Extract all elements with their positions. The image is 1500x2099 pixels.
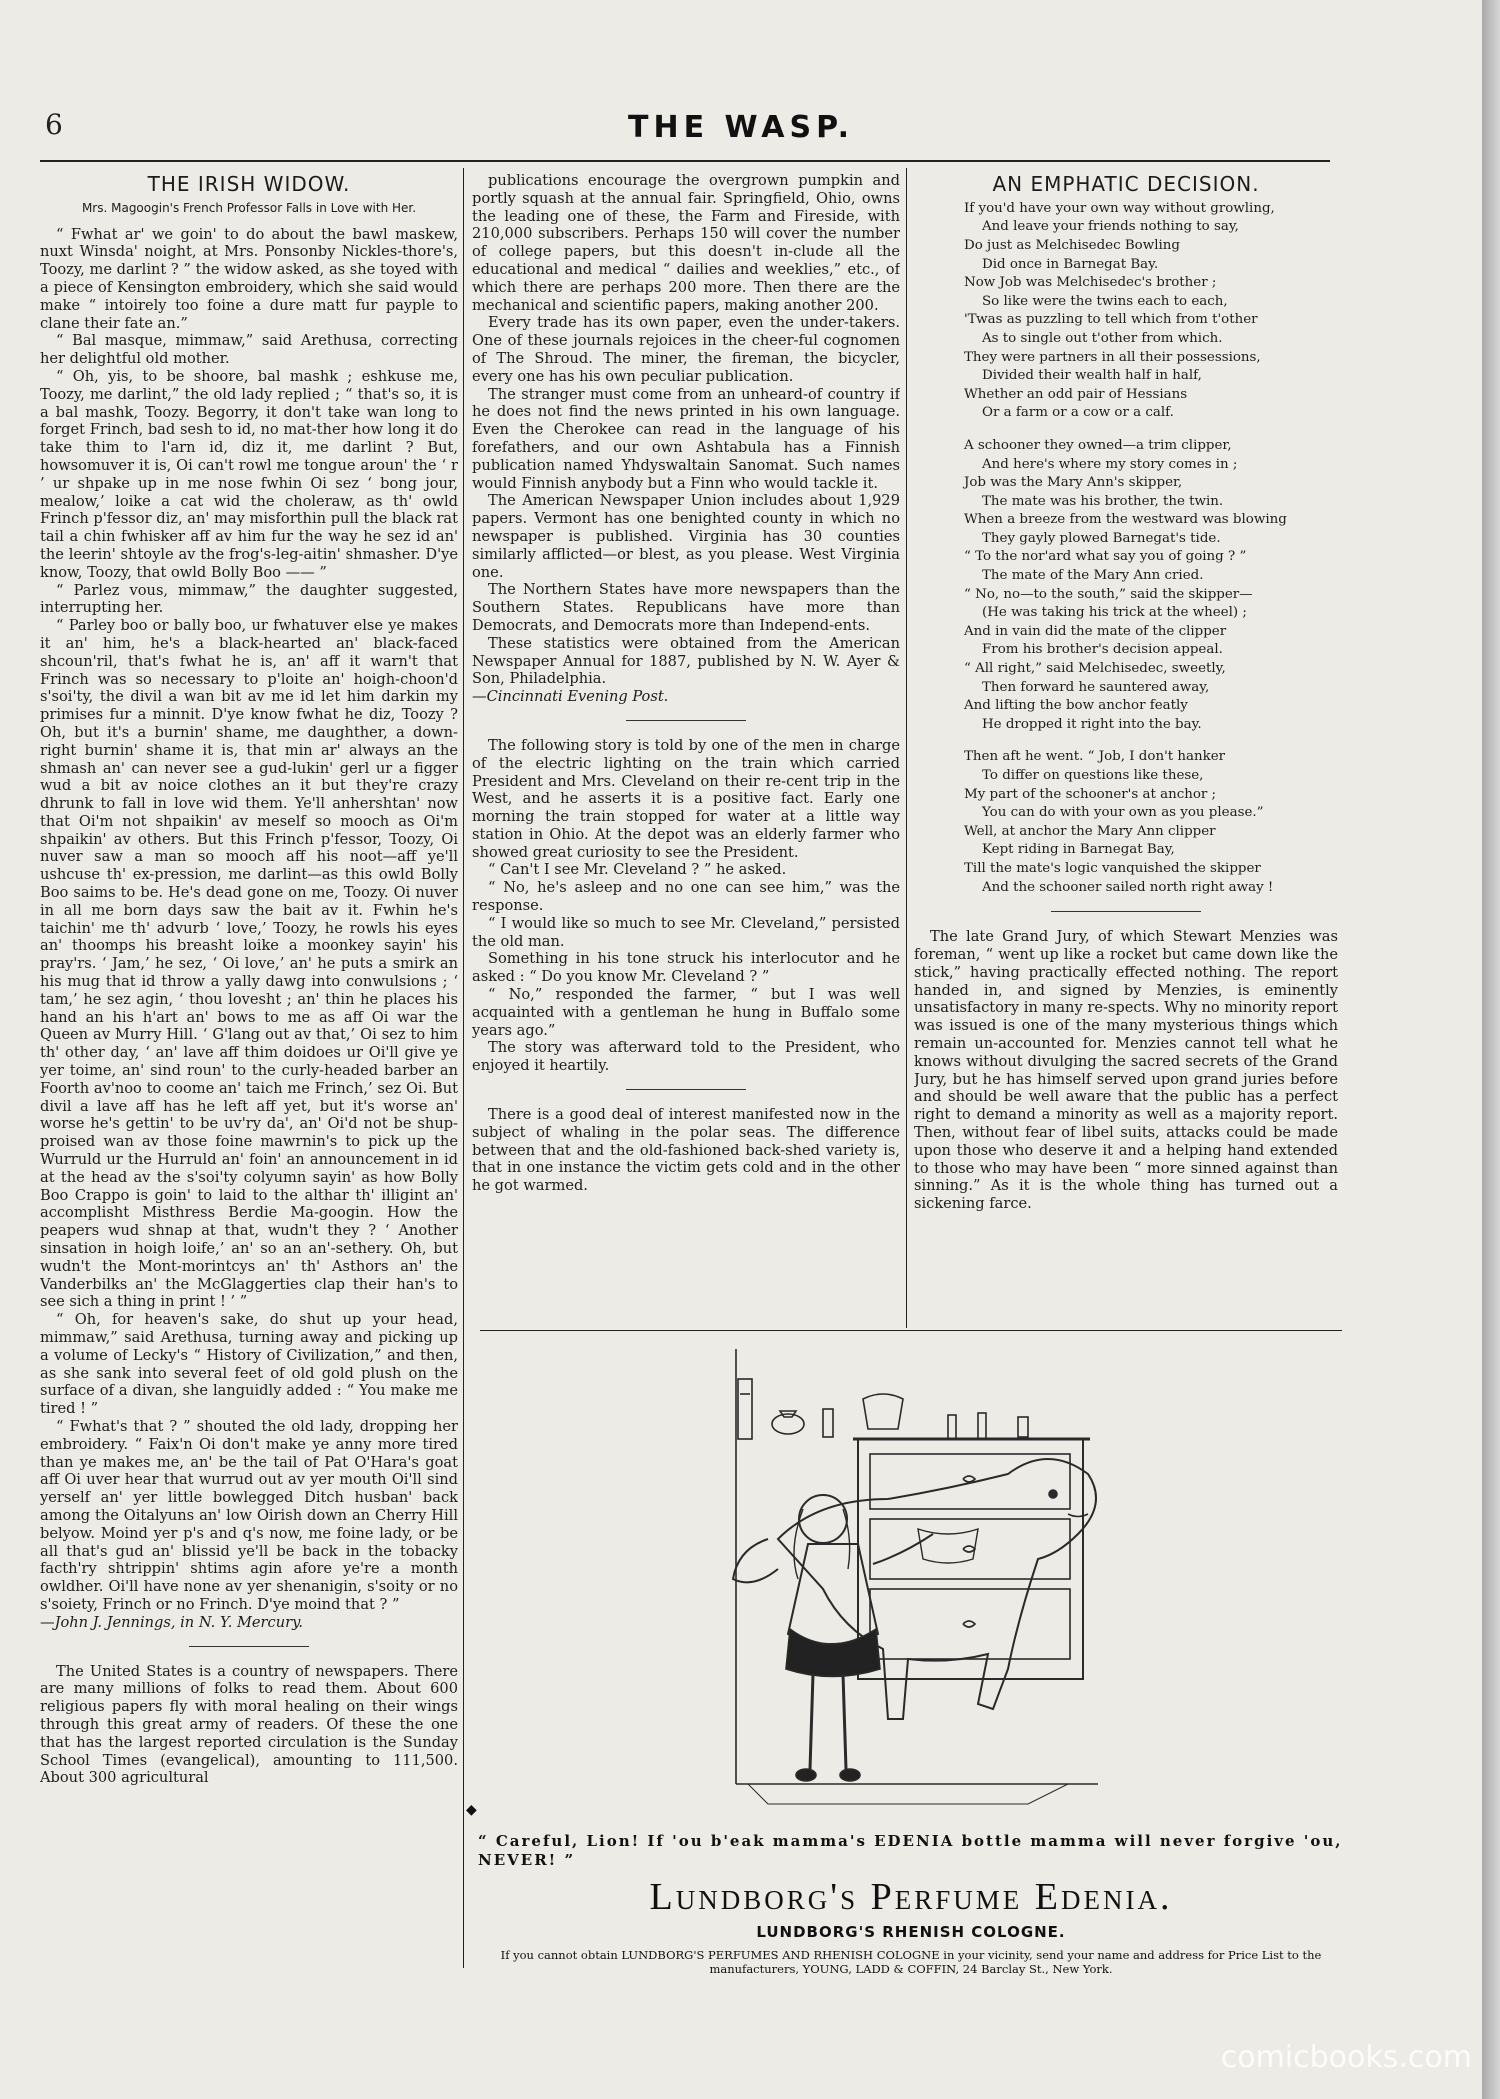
emphatic-decision-title: AN EMPHATIC DECISION.	[992, 172, 1260, 196]
newspapers-body-part1	[40, 1663, 458, 1788]
paragraph: The story was afterward told to the President, who enjoyed it heartily.	[472, 1039, 900, 1075]
poem-line: To differ on questions like these,	[982, 768, 1204, 784]
poem-line: Job was the Mary Ann's skipper,	[964, 475, 1183, 491]
masthead: THE WASP.	[628, 110, 854, 145]
paragraph: “ No,” responded the farmer, “ but I was well acquainted with a gentleman he hung in Buffalo some years ago.”	[472, 986, 900, 1039]
advertisement-small-print: If you cannot obtain LUNDBORG'S PERFUMES AND RHENISH COLOGNE in your vicinity, send your name and address for Price List to the manufacturers, YOUNG, LADD & COFFIN, 24 Barclay St., New York.	[500, 1948, 1322, 1976]
poem-line: You can do with your own as you please.”	[982, 805, 1264, 821]
poem-line: Then forward he sauntered away,	[982, 679, 1210, 695]
paragraph: The Northern States have more newspapers than the Southern States. Republicans have more than Democrats, and Democrats more than Independ-ents.	[472, 581, 900, 634]
paragraph: “ Oh, for heaven's sake, do shut up your head, mimmaw,” said Arethusa, turning away and picking up a volume of Lecky's “ History of Civilization,” and then, as she sank into several feet of old gold plush on the surface of a divan, she languidly added : “ You make me tired ! ”	[40, 1311, 458, 1418]
poem-line: They gayly plowed Barnegat's tide.	[982, 530, 1221, 546]
paragraph: The stranger must come from an unheard-of country if he does not find the news printed in his own language. Even the Cherokee can read in the language of his forefathers, and our own Ashtabula has a Finnish publication named Yhdyswaltain Sanomat. Such names would Finnish anybody but a Finn who would tackle it.	[472, 385, 900, 492]
poem-line: My part of the schooner's at anchor ;	[964, 786, 1217, 802]
grand-jury-body	[914, 928, 1338, 1213]
poem-line: And the schooner sailed north right away !	[982, 879, 1274, 895]
advertisement-caption: “ Careful, Lion! If 'ou b'eak mamma's EDENIA bottle mamma will never forgive 'ou, NEVER! ”	[478, 1832, 1343, 1869]
poem-line: (He was taking his trick at the wheel) ;	[982, 605, 1247, 621]
poem-line: When a breeze from the westward was blowing	[964, 512, 1287, 528]
paragraph: Every trade has its own paper, even the under-takers. One of these journals rejoices in the cheer-ful cognomen of The Shroud. The miner, the fireman, the bicycler, every one has his own peculiar publication.	[472, 314, 900, 385]
poem-line: He dropped it right into the bay.	[982, 716, 1202, 732]
column-irish-widow	[40, 172, 458, 1972]
emphatic-decision-poem	[914, 200, 1338, 897]
poem-line: A schooner they owned—a trim clipper,	[964, 437, 1232, 453]
paragraph: The United States is a country of newspapers. There are many millions of folks to read them. About 600 religious papers fly with moral healing on their wings through this great army of readers. Of these the one that has the largest reported circulation is the Sunday School Times (evangelical), amounting to 111,500. About 300 agricultural	[40, 1662, 458, 1787]
poem-stanza	[964, 748, 1338, 897]
poem-line: 'Twas as puzzling to tell which from t'other	[964, 312, 1258, 328]
section-separator	[626, 1089, 746, 1090]
poem-line: If you'd have your own way without growling,	[964, 200, 1275, 216]
paragraph: These statistics were obtained from the American Newspaper Annual for 1887, published by N. W. Ayer & Son, Philadelphia.	[472, 634, 900, 688]
cleveland-story-body	[472, 737, 900, 1075]
newspapers-byline: —Cincinnati Evening Post.	[472, 688, 669, 706]
section-pointer-mark: ◆	[466, 1802, 477, 1818]
page-number: 6	[45, 108, 63, 141]
paragraph: “ No, he's asleep and no one can see him,” was the response.	[472, 879, 900, 915]
poem-line: As to single out t'other from which.	[982, 330, 1223, 346]
section-separator	[1051, 911, 1201, 912]
irish-widow-title: THE IRISH WIDOW.	[147, 172, 351, 196]
poem-line: The mate was his brother, the twin.	[982, 493, 1224, 509]
poem-line: And here's where my story comes in ;	[982, 456, 1238, 472]
poem-stanza	[964, 200, 1338, 423]
column-divider-2	[906, 168, 907, 1328]
poem-line: “ To the nor'ard what say you of going ? ”	[964, 549, 1247, 565]
poem-line: And leave your friends nothing to say,	[982, 219, 1239, 235]
paragraph: “ I would like so much to see Mr. Cleveland,” persisted the old man.	[472, 914, 900, 950]
paragraph: There is a good deal of interest manifested now in the subject of whaling in the polar seas. The difference between that and the old-fashioned back-shed variety is, that in one instance the victim gets cold and in the other he got warmed.	[472, 1106, 900, 1195]
watermark: comicbooks.com	[1220, 2040, 1472, 2075]
poem-line: They were partners in all their possessions,	[964, 349, 1261, 365]
poem-line: Or a farm or a cow or a calf.	[982, 405, 1174, 421]
poem-line: Now Job was Melchisedec's brother ;	[964, 275, 1217, 291]
paragraph: “ Fwhat's that ? ” shouted the old lady, dropping her embroidery. “ Faix'n Oi don't make ye anny more tired than ye makes me, an' be the tail of Pat O'Hara's goat aff Oi uver hear that wurrud out av yer mouth Oi'll sind yerself an' yer little bowlegged Ditch husban' back among the Oitalyuns an' low Oirish down an Cherry Hill belyow. Moind yer p's and q's now, me foine lady, or be all that's gud an' blissid ye'll be back in the tobacky facth'ry shtrippin' shtims agin afore ye're a month owldher. Oi'll have none av yer shenanigin, s'soity or no s'soiety, Frinch or no Frinch. D'ye moind that ? ”	[40, 1417, 458, 1613]
ad-top-rule	[480, 1330, 1342, 1331]
poem-line: Whether an odd pair of Hessians	[964, 386, 1188, 402]
paragraph: “ Oh, yis, to be shoore, bal mashk ; eshkuse me, Toozy, me darlint,” the old lady replied ; “ that's so, it is a bal mashk, Toozy. Begorry, it don't take wan long to forget Frinch, bad sesh to id, no mat-ther how long it do take thim to l'arn id, diz it, me darlint ? But, howsomuver it is, Oi can't rowl me tongue aroun' the ‘ r ’ ur shpake up in me nose fwhin Oi sez ‘ bong jour, mealow,’ loike a cat wid the choleraw, as th' owld Frinch p'fessor diz, an' may misforthin pull the black rat tail a chin fwhisker aff av him fur the way he sez id an' the leerin' shtoyle av the frog's-leg-aitin' shmasher. D'ye know, Toozy, that owld Bolly Boo —— ”	[40, 367, 458, 581]
poem-line: Till the mate's logic vanquished the skipper	[964, 860, 1261, 876]
whaling-body	[472, 1106, 900, 1195]
poem-line: Then aft he went. “ Job, I don't hanker	[964, 749, 1226, 765]
irish-widow-body	[40, 226, 458, 1614]
paragraph: “ Parley boo or bally boo, ur fwhatuver else ye makes it an' him, he's a black-hearted an' black-faced shcoun'ril, that's fwhat he is, an' aff it warn't that Frinch was so necessary to p'loite an' hoigh-choon'd s'soi'ty, the divil a wan bit av me id let him darkin my primises fur a minnit. D'ye know fwhat he diz, Toozy ? Oh, but it's a burnin' shame, me daughther, a down-right burnin' shame it is, that min ar' always an the shmash an' can never see a gud-lukin' gerl ur a figger wud a bit av noice clothes an it but they're crazy dhrunk to fall in love wid them. Ye'll anhershtan' now that Oi'm not shpaikin' av meself so mooch as Oi'm shpaikin' av others. But this Frinch p'fessor, Toozy, Oi nuver saw a man so mooch aff his noot—aff ye'll ushcuse th' ex-pression, me darlint—as this owld Bolly Boo saims to be. He's dead gone on me, Toozy. Oi nuver in all me born days saw the bait av it. Fwhin he's taichin' me th' advurb ‘ love,’ Toozy, he rowls his eyes an' thoomps his breasht loike a moonkey sayin' his pray'rs. ‘ Jam,’ he sez, ‘ Oi love,’ an' he puts a smirk an his mug that id throw a yally dawg into conwulsions ; ‘ tam,’ he sez agin, ‘ thou lovesht ; an' thin he places his hand an his h'art an' bows to me as aff Oi war the Queen av Murry Hill. ‘ G'lang out av that,’ Oi sez to him th' other day, ‘ an' lave aff thim doidoes ur Oi'll give ye yer toime, an' sind roun' to the curly-headed barber an Foorth av'noo to coome an' taich me Frinch,’ sez Oi. But divil a lave aff has he left aff yet, but it's worse an' worse he's gettin' to be uv'ry da', an' Oi'd not be shup-proised wan av those foine mawrnin's to pick up the Wurruld ur the Hurruld an' foin' an announcement in id at the head av the s'soi'ty colyumn sayin' as how Bolly Boo Crappo is goin' to laid to the althar th' illigint an' accomplisht Misthress Berdie Ma-googin. How the peapers wud shnap at that, wudn't they ? ‘ Another sinsation in hoigh loife,’ an' so an an'-sethery. Oh, but wudn't the Mont-morintcys an' th' Asthors an' the Vanderbilks an' the McGlaggerties clap their han's to see sich a thing in print ! ’ ”	[40, 617, 458, 1311]
poem-line: Divided their wealth half in half,	[982, 368, 1202, 384]
newspapers-body-part2	[472, 172, 900, 688]
column-divider-1	[463, 168, 464, 1968]
paragraph: The American Newspaper Union includes about 1,929 papers. Vermont has one benighted county in which no newspaper is published. Virginia has 30 counties similarly afflicted—or blest, as you please. West Virginia one.	[472, 492, 900, 581]
poem-line: From his brother's decision appeal.	[982, 642, 1223, 658]
paragraph: The late Grand Jury, of which Stewart Menzies was foreman, “ went up like a rocket but came down like the stick,” having practically effected nothing. The report handed in, and signed by Menzies, is eminently unsatisfactory in many re-spects. Why no minority report was issued is one of the many mysterious things which remain un-accounted for. Menzies cannot tell what he knows without divulging the sacred secrets of the Grand Jury, but he has himself served upon grand juries before and should be well aware that the public has a perfect right to demand a minority as well as a majority report. Then, without fear of libel suits, attacks could be made upon those who deserve it and a helping hand extended to those who may have been “ more sinned against than sinning.” As it is the whole thing has turned out a sickening farce.	[914, 928, 1338, 1213]
advertisement-title: Lundborg's Perfume Edenia.	[649, 1876, 1173, 1918]
irish-widow-byline: —John J. Jennings, in N. Y. Mercury.	[40, 1613, 304, 1631]
poem-line: “ No, no—to the south,” said the skipper—	[964, 586, 1253, 602]
page-edge-shadow	[1482, 0, 1500, 2099]
section-separator	[189, 1646, 309, 1647]
paragraph: publications encourage the overgrown pumpkin and portly squash at the annual fair. Springfield, Ohio, owns the leading one of these, the Farm and Fireside, with 210,000 subscribers. Perhaps 150 will cover the number of college papers, but this doesn't in-clude all the educational and medical “ dailies and weeklies,” etc., of which there are perhaps 200 more. Then there are the mechanical and scientific papers, making another 200.	[472, 172, 900, 314]
poem-line: And lifting the bow anchor featly	[964, 698, 1188, 714]
irish-widow-subtitle: Mrs. Magoogin's French Professor Falls in Love with Her.	[81, 200, 417, 215]
paragraph: “ Can't I see Mr. Cleveland ? ” he asked.	[488, 861, 787, 879]
paragraph: “ Parlez vous, mimmaw,” the daughter suggested, interrupting her.	[40, 581, 458, 617]
masthead-rule	[40, 160, 1330, 162]
poem-line: The mate of the Mary Ann cried.	[982, 568, 1204, 584]
advertisement-subtitle: LUNDBORG'S RHENISH COLOGNE.	[756, 1923, 1066, 1941]
poem-line: “ All right,” said Melchisedec, sweetly,	[964, 661, 1226, 677]
paragraph: Something in his tone struck his interlocutor and he asked : “ Do you know Mr. Cleveland ? ”	[472, 950, 900, 986]
poem-line: And in vain did the mate of the clipper	[964, 623, 1227, 639]
girl-and-dog-illustration	[478, 1339, 1344, 1839]
poem-line: So like were the twins each to each,	[982, 293, 1228, 309]
section-separator	[626, 720, 746, 721]
column-right	[914, 172, 1338, 1322]
poem-line: Do just as Melchisedec Bowling	[964, 237, 1180, 253]
paragraph: The following story is told by one of the men in charge of the electric lighting on the train which carried President and Mrs. Cleveland on their re-cent trip in the West, and he asserts it is a positive fact. Early one morning the train stopped for water at a little way station in Ohio. At the depot was an elderly farmer who showed great curiosity to see the President.	[472, 736, 900, 861]
poem-line: Did once in Barnegat Bay.	[982, 256, 1159, 272]
poem-stanza	[964, 437, 1338, 735]
poem-line: Kept riding in Barnegat Bay,	[982, 842, 1175, 858]
poem-line: Well, at anchor the Mary Ann clipper	[964, 823, 1216, 839]
paragraph: “ Bal masque, mimmaw,” said Arethusa, correcting her delightful old mother.	[40, 332, 458, 368]
paragraph: “ Fwhat ar' we goin' to do about the bawl maskew, nuxt Winsda' noight, at Mrs. Ponsonby Nickles-thore's, Toozy, me darlint ? ” the widow asked, as she toyed with a piece of Kensington embroidery, which she said would make “ intoirely too foine a dure matt fur payple to clane their fate an.”	[40, 225, 458, 332]
column-middle	[472, 172, 900, 1322]
